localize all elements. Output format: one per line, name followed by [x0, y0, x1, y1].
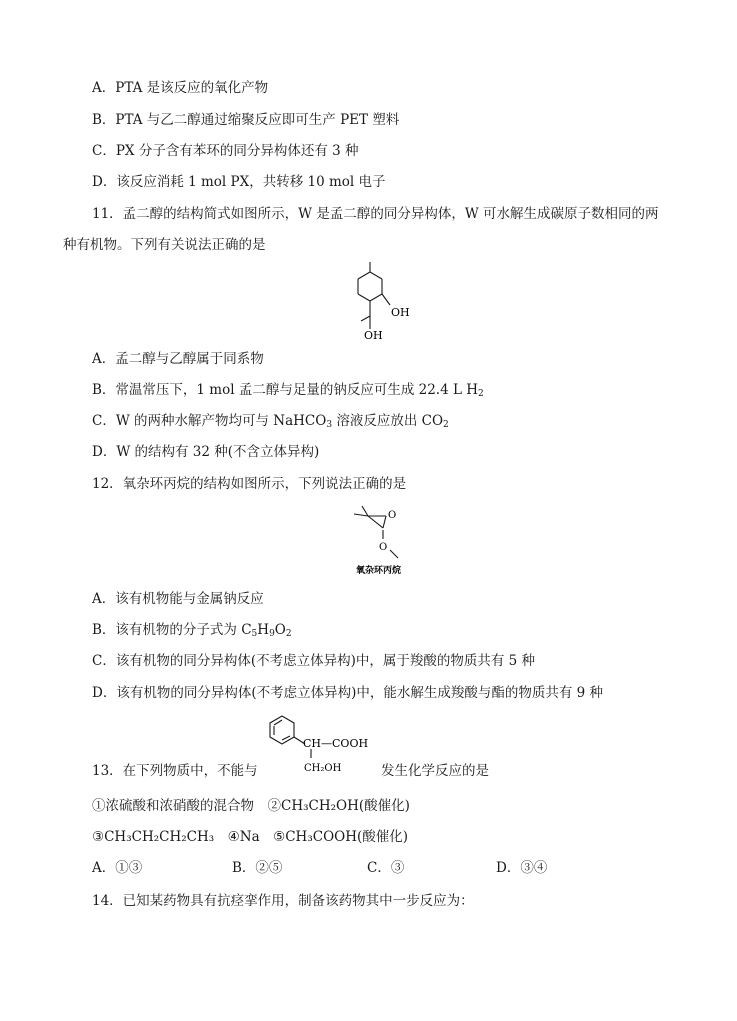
q14-stem: 14．已知某药物具有抗痉挛作用，制备该药物其中一步反应为：	[92, 893, 474, 909]
q12-option-b: B．该有机物的分子式为 $C_5H_9O_2$	[92, 622, 292, 639]
q11-stem-line1: 11．孟二醇的结构简式如图所示，W 是孟二醇的同分异构体，W 可水解生成碳原子数相同的两	[92, 206, 659, 222]
q11-figure-oh-chain: OH	[364, 329, 383, 342]
q13-figure-ch2oh: CH₂OH	[304, 763, 342, 774]
q12-option-d: D．该有机物的同分异构体(不考虑立体异构)中，能水解生成羧酸与酯的物质共有 9 种	[92, 685, 604, 701]
q11-option-b: B．常温常压下，1 mol 孟二醇与足量的钠反应可生成 22.4 L $H_2$	[92, 382, 484, 399]
q13-figure-cooh: CH—COOH	[303, 737, 369, 750]
oxirane-structure	[350, 502, 422, 578]
q12-figure-o-ring: O	[388, 510, 397, 521]
q11-figure-oh-ring: OH	[391, 306, 410, 319]
mandelic-structure	[262, 712, 386, 780]
q10-option-c: C．PX 分子含有苯环的同分异构体还有 3 种	[92, 143, 359, 159]
q13-option-b: B．②⑤	[232, 860, 283, 876]
q13-stem-part2: 发生化学反应的是	[381, 763, 489, 779]
q13-option-c: C．③	[367, 860, 405, 876]
menthanediol-structure	[340, 258, 430, 348]
q11-option-d: D．W 的结构有 32 种(不含立体异构)	[92, 444, 320, 460]
q11-option-a: A．孟二醇与乙醇属于同系物	[92, 351, 264, 367]
q13-option-a: A．①③	[92, 860, 143, 876]
q11-option-c: C．W 的两种水解产物均可与 NaHCO$_3$ 溶液反应放出 $CO_2$	[92, 413, 449, 430]
q11-stem-line2: 种有机物。下列有关说法正确的是	[63, 237, 266, 253]
q12-option-a: A．该有机物能与金属钠反应	[92, 591, 264, 607]
q13-items-line1: ①浓硫酸和浓硝酸的混合物 ②CH₃CH₂OH(酸催化)	[92, 798, 410, 814]
q12-figure-o-chain: O	[379, 542, 388, 553]
q13-stem-part1: 13．在下列物质中，不能与	[92, 763, 258, 779]
q13-option-d: D．③④	[496, 860, 548, 876]
q10-option-d: D．该反应消耗 1 mol PX，共转移 10 mol 电子	[92, 174, 386, 190]
q10-option-a: A．PTA 是该反应的氧化产物	[92, 80, 269, 96]
q12-figure-caption: 氧杂环丙烷	[356, 566, 402, 576]
q10-option-b: B．PTA 与乙二醇通过缩聚反应即可生产 PET 塑料	[92, 112, 400, 128]
q13-items-line2: ③CH₃CH₂CH₂CH₃ ④Na ⑤CH₃COOH(酸催化)	[92, 829, 409, 845]
q12-option-c: C．该有机物的同分异构体(不考虑立体异构)中，属于羧酸的物质共有 5 种	[92, 653, 536, 669]
q12-stem: 12．氧杂环丙烷的结构如图所示，下列说法正确的是	[92, 476, 407, 492]
